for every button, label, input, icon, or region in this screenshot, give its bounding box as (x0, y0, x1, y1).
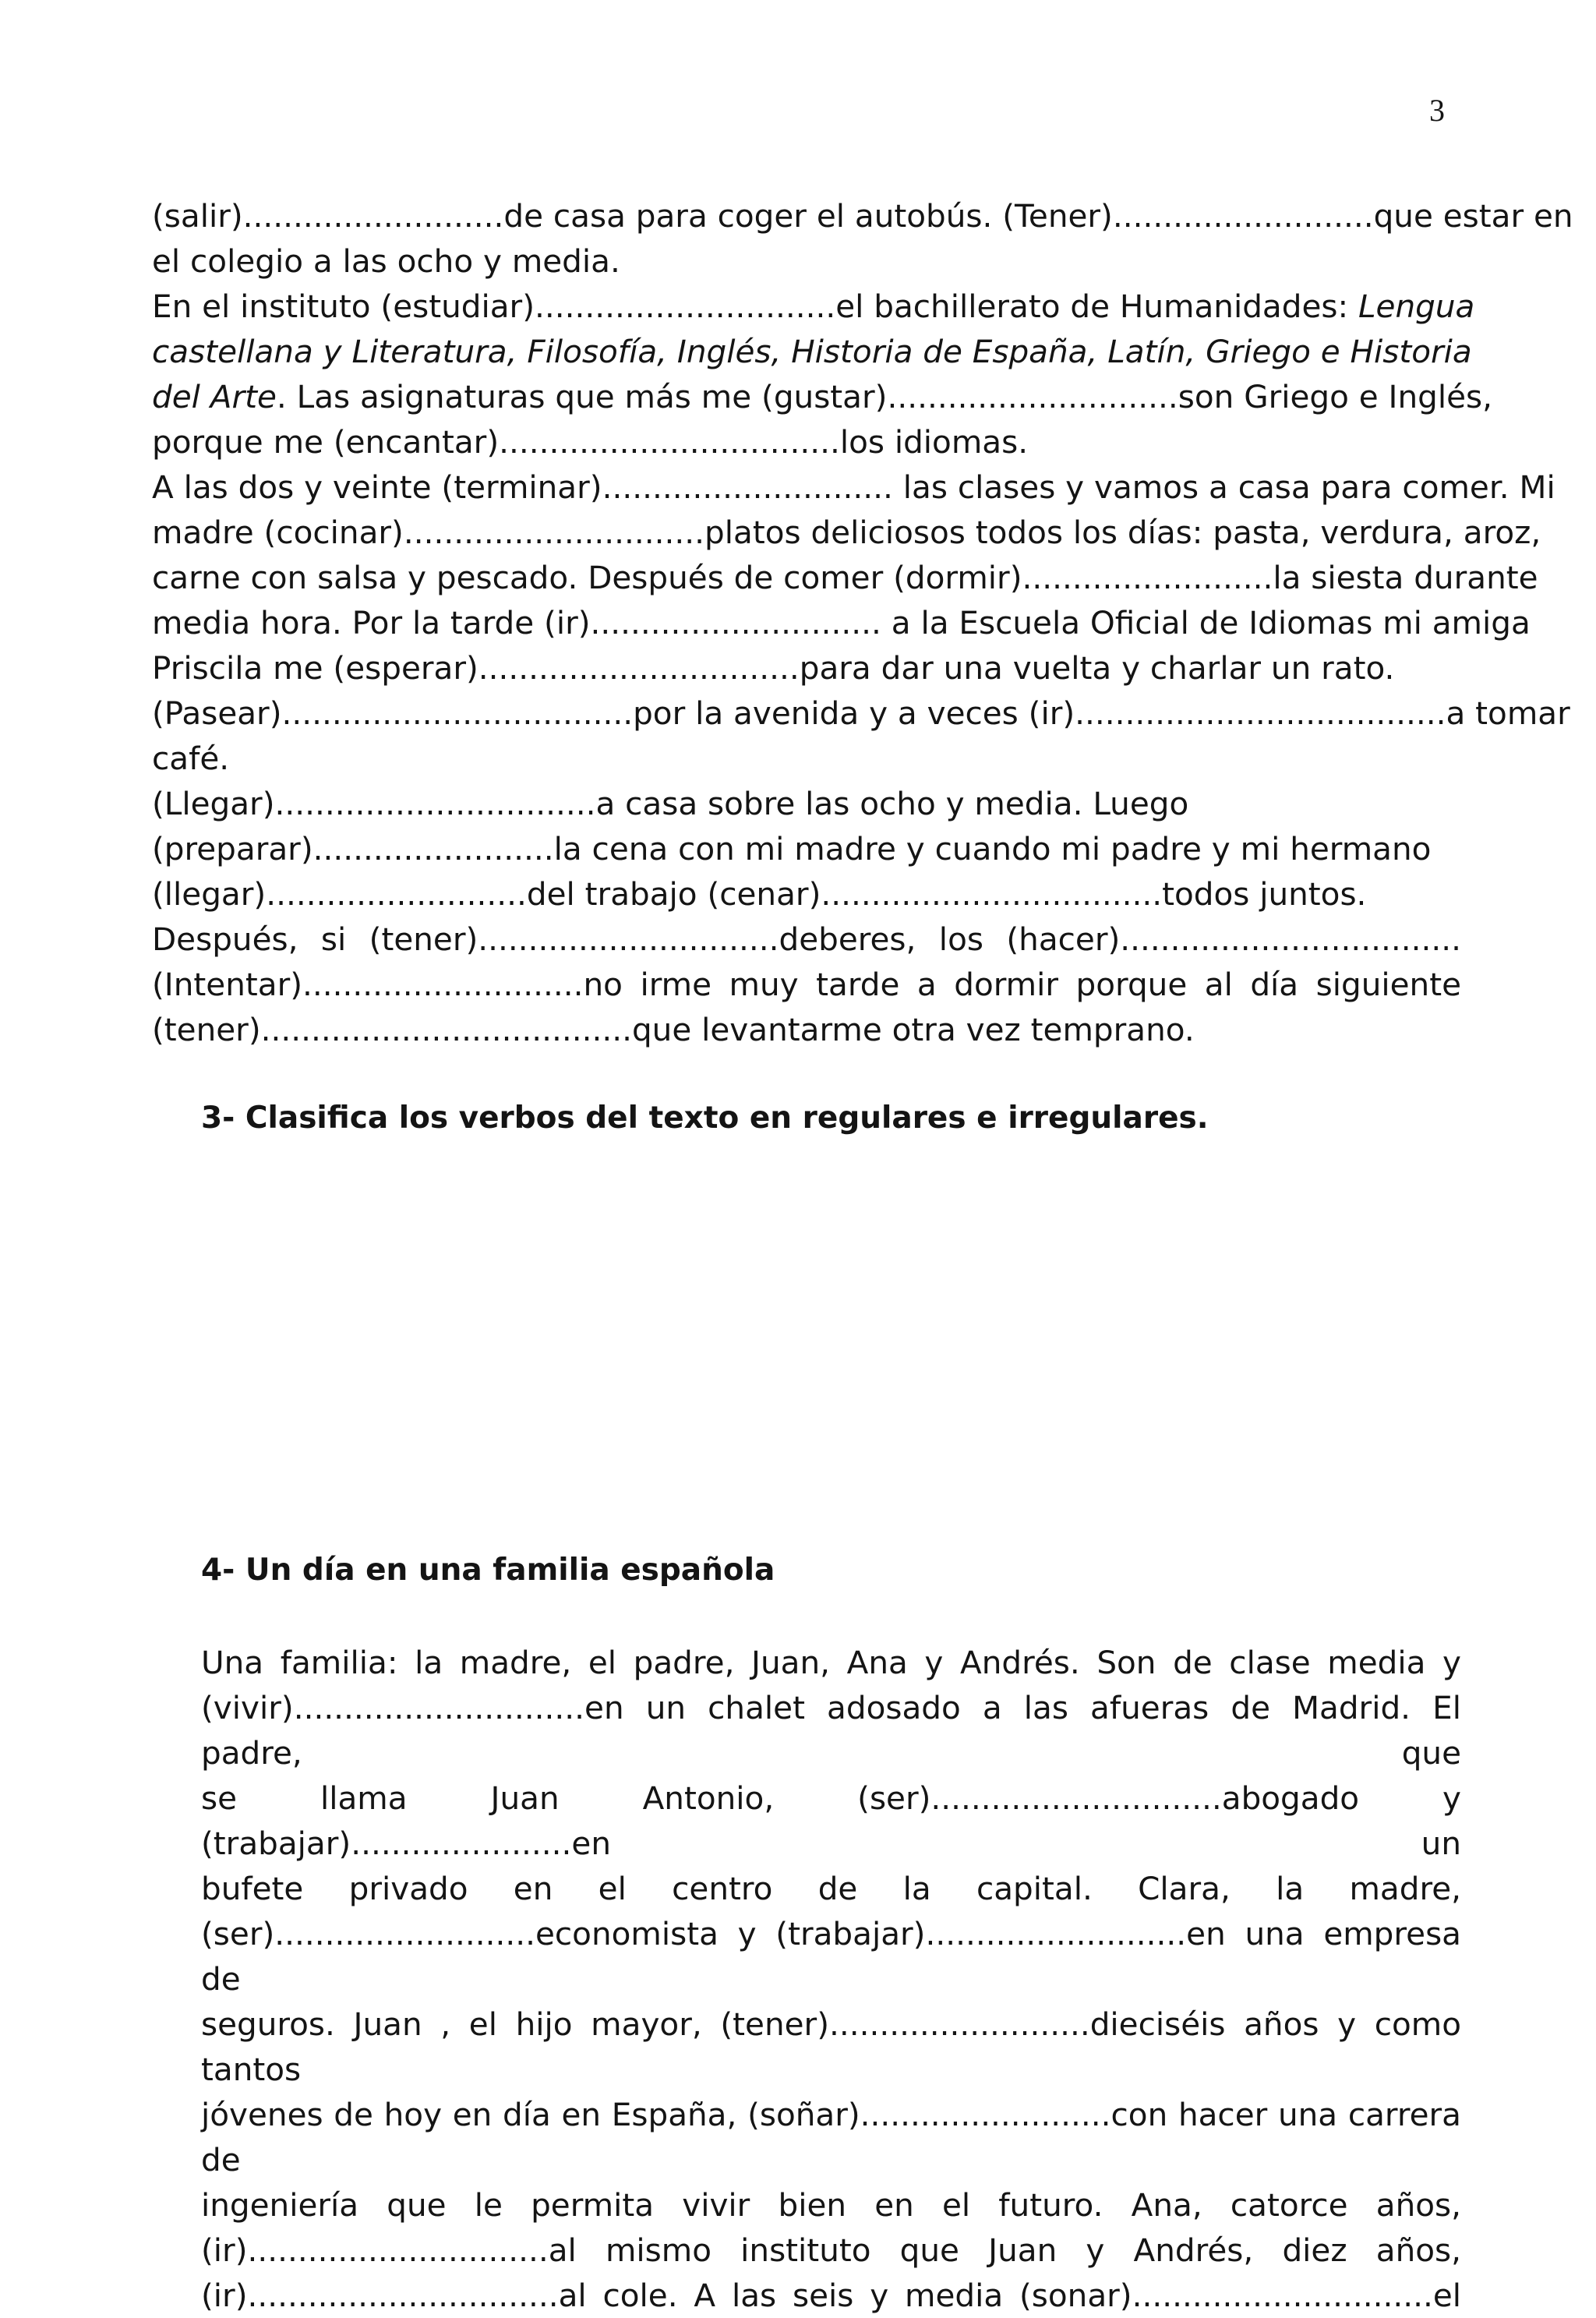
section-4-heading: 4- Un día en una familia española (201, 1553, 775, 1588)
text-line: jóvenes de hoy en día en España, (soñar).........................con hacer una carrera de (201, 2096, 1461, 2178)
text-line: (Llegar)................................a casa sobre las ocho y media. Luego (152, 785, 1189, 822)
family-text-paragraph (201, 1640, 1461, 2318)
text-line: el colegio a las ocho y media. (152, 242, 620, 280)
text-line: madre (cocinar)..............................platos deliciosos todos los días: pasta, verdura, aroz, (152, 514, 1541, 551)
page-number: 3 (1429, 93, 1445, 128)
text-line: (vivir).............................en un chalet adosado a las afueras de Madrid. El padre, que (201, 1689, 1461, 1772)
section-3-heading: 3- Clasifica los verbos del texto en regulares e irregulares. (201, 1101, 1209, 1136)
text-line: (salir)..........................de casa para coger el autobús. (Tener)..........................que estar en (152, 197, 1573, 235)
text-line-with-italic (152, 284, 1475, 329)
text-line: porque me (encantar)..................................los idiomas. (152, 423, 1029, 461)
text-line: ingeniería que le permita vivir bien en el futuro. Ana, catorce años, (201, 2186, 1461, 2224)
text-line: (preparar)........................la cena con mi madre y cuando mi padre y mi hermano (152, 830, 1432, 867)
text-line: (llegar)..........................del trabajo (cenar)..................................todos juntos. (152, 875, 1367, 913)
text-line-italic (152, 329, 1472, 374)
text-line: café. (152, 740, 230, 777)
text-line: carne con salsa y pescado. Después de comer (dormir).........................la siesta durante (152, 559, 1538, 596)
text-line: (tener).....................................que levantarme otra vez temprano. (152, 1011, 1195, 1048)
italic-subject-list: castellana y Literatura, Filosofía, Inglés, Historia de España, Latín, Griego e Historia (152, 333, 1472, 370)
text-line: Priscila me (esperar)................................para dar una vuelta y charlar un rato. (152, 649, 1395, 687)
text-line: bufete privado en el centro de la capital. Clara, la madre, (201, 1870, 1461, 1907)
text-line: seguros. Juan , el hijo mayor, (tener)..........................dieciséis años y como tantos (201, 2005, 1461, 2088)
text-line: A las dos y veinte (terminar)............................. las clases y vamos a casa para comer. Mi (152, 468, 1555, 506)
text-line: (ir)...............................al cole. A las seis y media (sonar)..............................el (201, 2277, 1461, 2314)
italic-subject: Lengua (1358, 288, 1475, 325)
text-line: (Intentar)............................no irme muy tarde a dormir porque al día siguiente (152, 966, 1461, 1003)
text-line: Una familia: la madre, el padre, Juan, Ana y Andrés. Son de clase media y (201, 1644, 1461, 1681)
italic-subject: del Arte (152, 378, 277, 415)
exercise-text-paragraph (152, 193, 1573, 1052)
text-segment: . Las asignaturas que más me (gustar).............................son Griego e Inglés, (276, 378, 1493, 415)
text-line-with-italic (152, 374, 1493, 419)
text-line: (ser)..........................economista y (trabajar)..........................en una empresa de (201, 1915, 1461, 1998)
text-line: (Pasear)...................................por la avenida y a veces (ir).....................................a tomar (152, 694, 1570, 732)
text-line: Después, si (tener)..............................deberes, los (hacer).................................. (152, 920, 1461, 958)
text-line: media hora. Por la tarde (ir)............................. a la Escuela Oficial de Idiomas mi amiga (152, 604, 1531, 641)
text-segment: En el instituto (estudiar)..............................el bachillerato de Humanidades: (152, 288, 1358, 325)
text-line: (ir)..............................al mismo instituto que Juan y Andrés, diez años, (201, 2231, 1461, 2269)
text-line: se llama Juan Antonio, (ser).............................abogado y (trabajar)......................en un (201, 1779, 1461, 1862)
